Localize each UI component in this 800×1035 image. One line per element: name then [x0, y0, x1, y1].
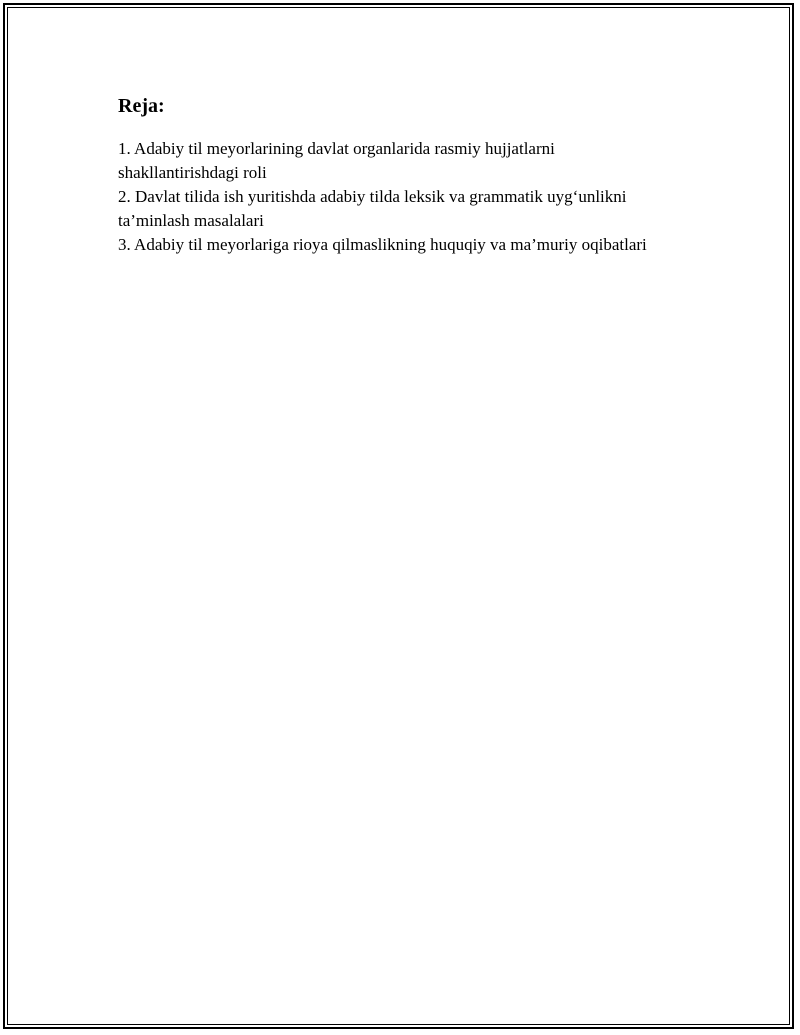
document-body — [118, 93, 678, 257]
plan-list — [118, 137, 678, 257]
plan-heading: Reja: — [118, 95, 165, 117]
plan-item-1: 1. Adabiy til meyorlarining davlat organlarida rasmiy hujjatlarni shakllantirishdagi roli — [118, 139, 555, 182]
plan-item-2: 2. Davlat tilida ish yuritishda adabiy tilda leksik va grammatik uyg‘unlikni ta’minlash masalalari — [118, 187, 627, 230]
plan-item-3: 3. Adabiy til meyorlariga rioya qilmaslikning huquqiy va ma’muriy oqibatlari — [118, 235, 647, 254]
